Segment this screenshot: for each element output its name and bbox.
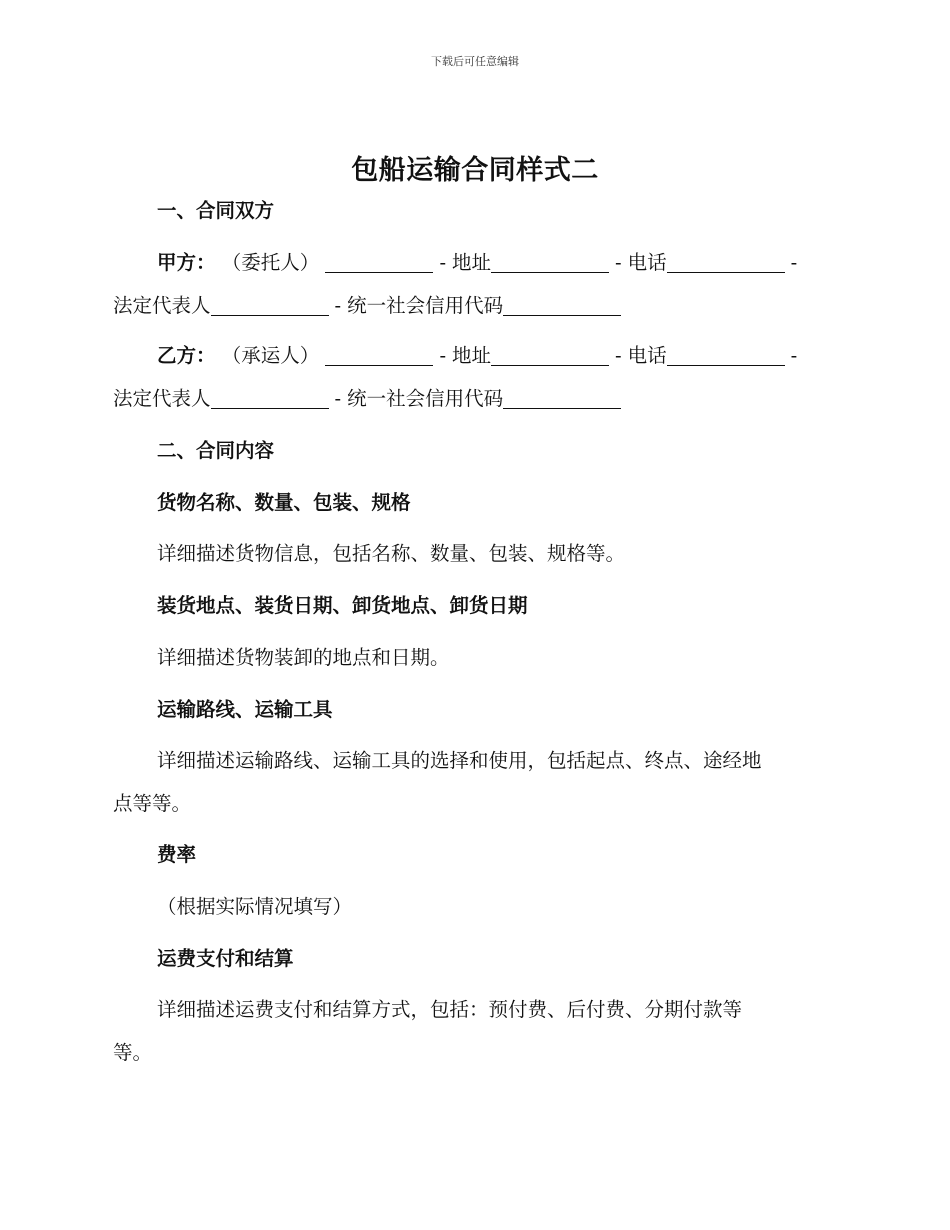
party-a-line-1 — [157, 250, 877, 276]
document-title: 包船运输合同样式二 — [351, 155, 599, 186]
goods-text: 详细描述货物信息，包括名称、数量、包装、规格等。 — [157, 542, 626, 565]
party-a-code-field[interactable] — [503, 295, 621, 316]
party-a-address-field[interactable] — [491, 252, 609, 273]
separator: - — [439, 344, 447, 367]
party-a-phone-field[interactable] — [667, 252, 785, 273]
party-b-line-1 — [157, 343, 877, 369]
page-header: 下载后可任意编辑 — [431, 55, 519, 68]
party-b-rep-label: 法定代表人 — [113, 387, 211, 410]
party-b-phone-field[interactable] — [667, 345, 785, 366]
loading-text: 详细描述货物装卸的地点和日期。 — [157, 646, 450, 669]
route-heading: 运输路线、运输工具 — [157, 698, 333, 721]
separator: - — [334, 387, 342, 410]
separator: - — [334, 294, 342, 317]
party-a-rep-field[interactable] — [211, 295, 329, 316]
separator: - — [615, 344, 622, 367]
party-b-label: 乙方： — [157, 344, 216, 367]
separator: - — [615, 251, 622, 274]
party-b-phone-label: 电话 — [627, 344, 667, 367]
payment-heading: 运费支付和结算 — [157, 947, 294, 970]
separator: - — [790, 251, 798, 274]
party-b-code-field[interactable] — [503, 388, 621, 409]
party-b-code-label: 统一社会信用代码 — [347, 387, 504, 410]
rate-text: （根据实际情况填写） — [157, 895, 353, 918]
party-a-role: （委托人） — [221, 251, 320, 274]
party-b-rep-field[interactable] — [211, 388, 329, 409]
party-a-code-label: 统一社会信用代码 — [347, 294, 504, 317]
party-a-name-field[interactable] — [325, 252, 433, 273]
route-text-line-1: 详细描述运输路线、运输工具的选择和使用，包括起点、终点、途经地 — [157, 749, 762, 772]
separator: - — [790, 344, 798, 367]
party-b-name-field[interactable] — [325, 345, 433, 366]
party-a-label: 甲方： — [157, 251, 216, 274]
party-b-address-field[interactable] — [491, 345, 609, 366]
party-a-phone-label: 电话 — [627, 251, 667, 274]
loading-heading: 装货地点、装货日期、卸货地点、卸货日期 — [157, 594, 528, 617]
section-heading-parties: 一、合同双方 — [157, 199, 275, 222]
party-a-line-2 — [113, 293, 833, 319]
section-heading-content: 二、合同内容 — [157, 439, 275, 462]
party-b-role: （承运人） — [221, 344, 320, 367]
payment-text-line-2: 等。 — [113, 1041, 153, 1064]
party-b-line-2 — [113, 386, 833, 412]
party-a-address-label: 地址 — [452, 251, 492, 274]
payment-text-line-1: 详细描述运费支付和结算方式，包括：预付费、后付费、分期付款等 — [157, 998, 743, 1021]
route-text-line-2: 点等等。 — [113, 792, 192, 815]
separator: - — [439, 251, 447, 274]
party-a-rep-label: 法定代表人 — [113, 294, 211, 317]
party-b-address-label: 地址 — [452, 344, 492, 367]
rate-heading: 费率 — [157, 843, 197, 866]
goods-heading: 货物名称、数量、包装、规格 — [157, 491, 411, 514]
